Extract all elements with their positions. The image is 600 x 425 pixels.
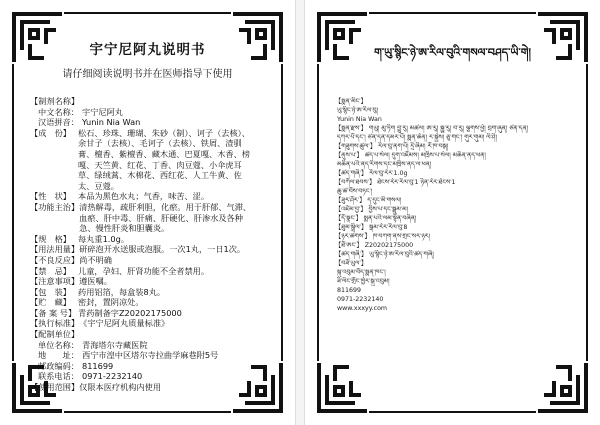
field-row [30,191,258,202]
field-row [30,117,258,128]
field-row [30,266,258,277]
field-row [30,329,258,340]
field-row [30,382,258,393]
page-title: 宇宁尼阿丸说明书 [89,42,206,58]
field-label: 地 址： [38,350,79,361]
field-list [30,96,258,393]
field-value: 遵医嘱。 [79,276,112,287]
tibetan-value: ཟི་ལིང་གྲོང་ཁྱེར་སྐུ་འབུམ། [335,278,390,285]
tibetan-line [335,259,579,268]
tibetan-line [335,268,579,277]
tibetan-line [335,241,579,250]
tibetan-value: མཆིན་པའི་ནད་རིགས་དང་མཁྲིས་ནད་ལ་ཕན། [335,161,432,168]
tibetan-line [335,124,579,133]
field-row [30,202,258,234]
field-value: 每丸重1.0g。 [78,233,129,244]
tibetan-value: དཀར་པོ་དང་། ཙན་དན་དམར་པོ། སྨན་ཆེན། ར་སྐྱེས། ཅུ་གང་། གུར་གུམ། ལི་ཤི། [335,134,497,141]
field-label: 【使用范围】 [30,382,80,393]
field-label: 单位名称： [38,339,79,350]
tibetan-line [335,115,579,124]
tibetan-line [335,214,579,223]
border-left [12,64,14,361]
tibetan-line [335,133,579,142]
tibetan-line [335,169,579,178]
tibetan-page [304,0,600,425]
tibetan-label: 【ཐུམ་སྒྲིལ་】 [335,224,368,231]
field-label: 【功能主治】 [30,201,80,212]
field-row [30,297,258,308]
tibetan-value: Z20202175000 [362,242,414,249]
tibetan-value: གཡུ། མུ་ཏིག བྱུ་རུ། མཚལ། ཨ་རུ། སྐྱུ་རུ། བ་རུ། ལྕགས་ཕྱེ། བྲག་ཞུན། ཙན་དན། [366,125,529,132]
field-row [30,371,258,382]
corner-ornament-icon [315,361,369,415]
border-bottom [369,411,536,413]
tibetan-line [335,160,579,169]
field-value: 密封，置阴凉处。 [78,297,144,308]
tibetan-value: ཆུ་ཚ་བོས་བཏང་། [335,188,373,195]
field-label: 【配制单位】 [30,329,80,340]
tibetan-line [335,187,579,196]
field-row [30,96,258,107]
tibetan-value: ཡུ་སྙིང་ཉེ་ཨ་རིལ་བུའི་ཚད་གཞི། [367,251,434,258]
field-label: 汉语拼音： [38,117,79,128]
tibetan-value: 811699 [335,287,362,294]
field-label: 联系电话： [38,371,79,382]
field-value: Yunin Nia Wan [82,117,141,128]
tibetan-line [335,286,579,295]
field-value [79,329,258,340]
tibetan-field-list [335,97,579,313]
field-value: 本品为黑色水丸；气香，味苦、涩。 [78,191,210,202]
tibetan-title: ག་ཡུ་སྙིང་ཉེ་ཨ་རིལ་བུའི་གསལ་བཤད་ཡི་གེ། [374,46,531,59]
tibetan-label: 【དོ་སྣང་】 [335,215,362,222]
field-row [30,128,258,192]
tibetan-label: 【སྨན་རྫས་】 [335,125,367,132]
tibetan-value: www.xxxyy.com [335,305,388,312]
field-label: 【注意事项】 [30,276,80,287]
tibetan-value: རིལ་བུ་རེར་1.0g [367,170,408,177]
field-label: 【执行标准】 [30,318,80,329]
tibetan-label: 【བཟོ་ཡུལ་】 [335,260,368,267]
tibetan-value: བྱིས་པ་དང་སྦྲུམ་མ། [366,206,408,213]
field-label: 【备 案 号】 [30,307,77,318]
tibetan-value: ཚད་པ་སེལ། དུག་འཇོམས། མཁྲིས་པ་སེལ། མཆིན་ནད་ཕན། [362,152,486,159]
field-value: 《宇宁尼阿丸质量标准》 [79,318,170,329]
tibetan-label: 【གཟུགས་ཚུལ་】 [335,143,377,150]
usage-notice: 请仔细阅读说明书并在医师指导下使用 [62,69,233,80]
field-label: 【规 格】 [30,233,71,244]
tibetan-label: 【བཀོལ་ཐབས་】 [335,179,376,186]
field-row [30,350,258,361]
tibetan-value: ཐེངས་རེར་རིལ་བུ་1 ཉིན་རེར་ཐེངས་1 [375,179,456,186]
tibetan-value: ད་དུང་མི་གསལ། [365,197,402,204]
tibetan-label: 【ཉར་ཚགས་】 [335,233,371,240]
field-label: 邮政编码： [38,360,79,371]
field-value: 811699 [82,360,114,371]
border-top [64,12,231,14]
tibetan-value: ཁ་བཀག་ནས་གྲང་སར་ཉར། [370,233,431,240]
corner-ornament-icon [536,361,590,415]
field-value: 宇宁尼阿丸 [82,106,123,117]
tibetan-line [335,151,579,160]
field-row [30,107,258,118]
field-value: 儿童，孕妇、肝肾功能不全者禁用。 [78,265,210,276]
field-value: 青药制备字Z20202175000 [78,307,182,318]
field-value: 西宁市湟中区塔尔寺拉曲学麻巷附5号 [82,350,219,361]
tibetan-line [335,295,579,304]
tibetan-line [335,178,579,187]
field-row [30,318,258,329]
field-value [79,96,258,107]
field-label: 中文名称： [38,106,79,117]
field-label: 【成 份】 [30,127,71,138]
tibetan-line [335,196,579,205]
field-label: 【制剂名称】 [30,96,80,106]
field-value: 药用铝箔，每盒装8丸。 [78,286,166,297]
tibetan-line [335,277,579,286]
field-row [30,255,258,266]
tibetan-line [335,232,579,241]
tibetan-label: 【འཛེམ་བྱ་】 [335,206,367,213]
field-row [30,244,258,255]
field-value: 清热解毒，疏肝利胆，化瘀。用于肝郁、气滞、血瘀、肝中毒、肝痛、肝硬化、肝渗水及各种急、慢性肝炎和胆囊炎。 [79,201,252,234]
tibetan-label: 【ནུས་པ་】 [335,152,363,159]
tibetan-value: 0971-2232140 [335,296,384,303]
field-row [30,340,258,351]
tibetan-label: 【ཐོ་ཨང་】 [335,242,363,249]
field-row [30,287,258,298]
field-row [30,234,258,245]
field-label: 【禁 忌】 [30,265,71,276]
page-gutter [296,0,304,425]
tibetan-label: 【ཟུར་ཤོར་】 [335,197,366,204]
field-label: 【不良反应】 [30,254,80,265]
field-value: 0971-2232140 [82,371,143,382]
field-label: 【性 状】 [30,191,71,202]
border-bottom [64,411,231,413]
tibetan-line [335,250,579,259]
tibetan-line [335,97,579,106]
field-label: 【包 装】 [30,286,71,297]
tibetan-value: སྨན་པའི་ལམ་སྟོན་བཞིན། [361,215,417,222]
tibetan-label: 【ཚད་གཞི་】 [335,251,368,258]
tibetan-value: ཡུ་སྙིང་ཉེ་ཨ་རིལ་བུ། [335,107,378,114]
tibetan-value: སྐུ་འབུམ་བོད་སྨན་ཁང་། [335,269,386,276]
tibetan-line [335,106,579,115]
field-value: 仅限本医疗机构内使用 [79,382,162,393]
tibetan-line [335,205,579,214]
field-row [30,361,258,372]
border-right [586,64,588,361]
chinese-page [0,0,296,425]
tibetan-value: སྒམ་རེར་རིལ་བུ་8 [367,224,408,231]
field-value: 尚不明确 [79,254,112,265]
field-value: 研碎泡开水送服或泡服。一次1丸，一日1次。 [79,244,246,255]
tibetan-line [335,223,579,232]
field-row [30,276,258,287]
tibetan-line [335,142,579,151]
field-row [30,308,258,319]
tibetan-value: རིལ་བུ་ནག་པོ། དྲི་ཞིམ། རོ་ཁ་བསྐ། [376,143,449,150]
border-right [281,64,283,361]
field-label: 【用法用量】 [30,244,80,255]
tibetan-label: 【སྨན་མིང་】 [335,98,367,105]
tibetan-line [335,304,579,313]
tibetan-label: 【ཚད་གཞི་】 [335,170,368,177]
border-top [369,12,536,14]
field-value: 青海塔尔寺藏医院 [82,339,148,350]
border-left [317,64,319,361]
field-label: 【贮 藏】 [30,297,71,308]
field-value: 松石、珍珠、珊瑚、朱砂（制）、诃子（去核）、余甘子（去核）、毛诃子（去核）、铁屑、渣驯膏、檀香、紫檀香、藏木通、巴夏嘎、木香、榜嘎、天竺黄、红花、丁香、肉豆蔻、小伞虎耳草、绿绒蒿、木棉花、西红花、人工牛黄、佐太、豆蔻。 [78,127,250,191]
tibetan-value: Yunin Nia Wan [335,116,382,123]
